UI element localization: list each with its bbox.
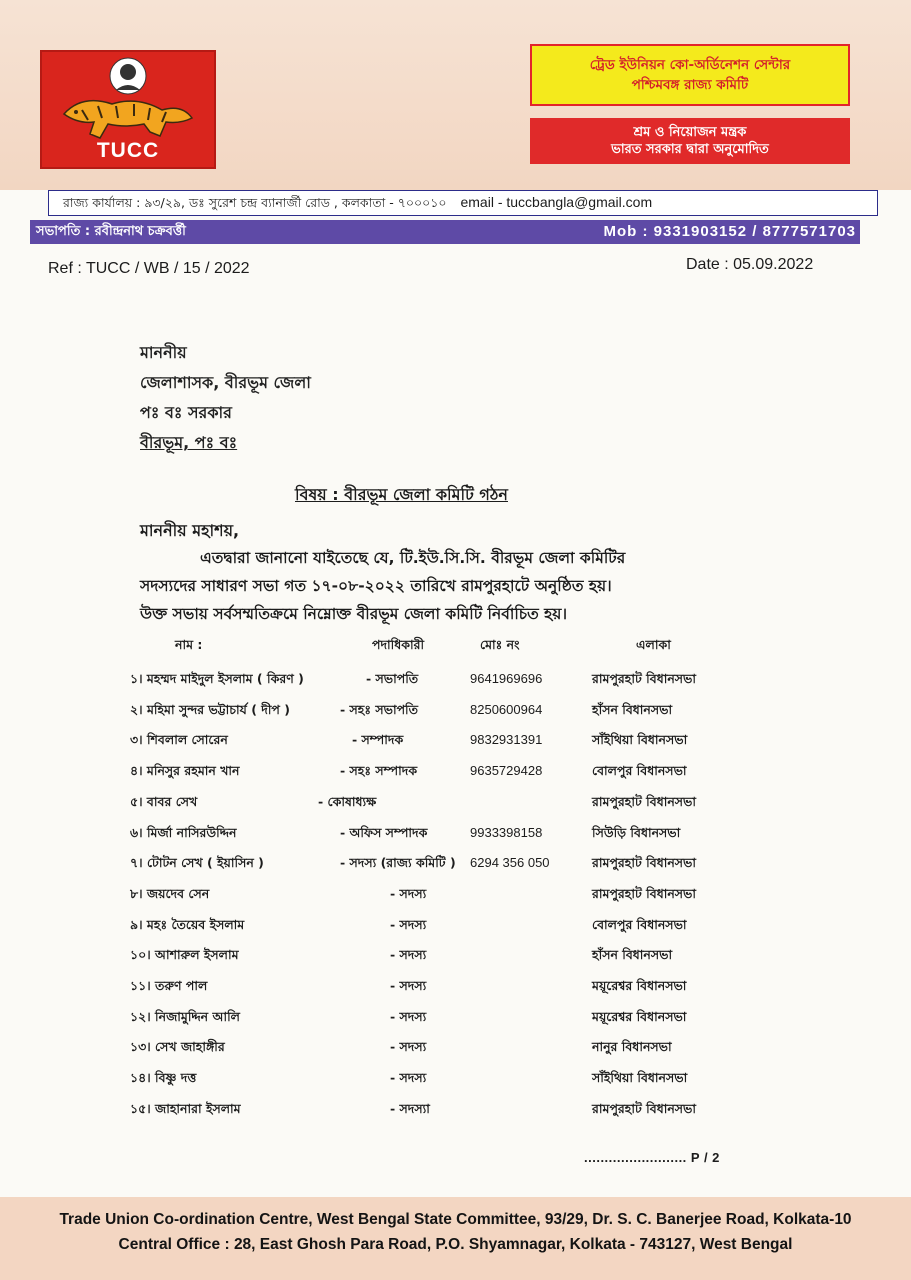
body-paragraph-line: সদস্যদের সাধারণ সভা গত ১৭-০৮-২০২২ তারিখে রামপুরহাটে অনুষ্ঠিত হয়।: [140, 577, 612, 595]
member-post-cell: - কোষাধ্যক্ষ: [318, 793, 377, 809]
member-name-cell: ১৩। সেখ জাহাঙ্গীর: [130, 1039, 225, 1055]
footer-address-line: Central Office : 28, East Ghosh Para Road, P.O. Shyamnagar, Kolkata - 743127, West Bengal: [118, 1236, 793, 1253]
member-area-cell: রামপুরহাট বিধানসভা: [592, 671, 696, 686]
member-mobile-cell: 9933398158: [470, 824, 543, 840]
body-paragraph-line: উক্ত সভায় সর্বসম্মতিক্রমে নিম্নোক্ত বীরভূম জেলা কমিটি নির্বাচিত হয়।: [140, 605, 567, 623]
member-area-cell: সাঁইথিয়া বিধানসভা: [592, 732, 688, 748]
member-name-cell: ১। মহম্মদ মাইদুল ইসলাম ( কিরণ ): [130, 671, 304, 686]
mobile-numbers: Mob : 9331903152 / 8777571703: [603, 223, 856, 240]
salutation: মাননীয় মহাশয়,: [140, 521, 240, 540]
addressee-line: বীরভূম, পঃ বঃ: [140, 433, 238, 452]
member-mobile-cell: 8250600964: [470, 701, 543, 717]
member-area-cell: হাঁসন বিধানসভা: [592, 701, 673, 717]
member-mobile-cell: 9641969696: [470, 671, 543, 686]
member-name-cell: ১২। নিজামুদ্দিন আলি: [130, 1008, 240, 1024]
member-name-cell: ৪। মনিসুর রহমান খান: [130, 763, 240, 779]
org-line-2: পশ্চিমবঙ্গ রাজ্য কমিটি: [631, 77, 749, 93]
member-post-cell: - সদস্য (রাজ্য কমিটি ): [340, 855, 456, 871]
member-post-cell: - সদস্য: [390, 916, 427, 932]
member-area-cell: রামপুরহাট বিধানসভা: [592, 885, 696, 901]
member-name-cell: ৬। মির্জা নাসিরউদ্দিন: [130, 824, 237, 840]
member-area-cell: নানুর বিধানসভা: [592, 1039, 672, 1055]
column-header-area: এলাকা: [636, 637, 671, 652]
member-area-cell: রামপুরহাট বিধানসভা: [592, 1100, 696, 1116]
addressee-line: জেলাশাসক, বীরভূম জেলা: [140, 373, 311, 392]
president-bar: [30, 220, 860, 244]
ministry-line-2: ভারত সরকার দ্বারা অনুমোদিত: [611, 142, 769, 157]
office-address-bar: [48, 190, 878, 216]
member-post-cell: - সদস্যা: [390, 1100, 430, 1116]
body-paragraph-line: এতদ্বারা জানানো যাইতেছে যে, টি.ইউ.সি.সি. বীরভূম জেলা কমিটির: [200, 549, 626, 567]
footer-address-line: Trade Union Co-ordination Centre, West Bengal State Committee, 93/29, Dr. S. C. Banerjee Road, Kolkata-10: [59, 1211, 852, 1228]
member-name-cell: ১৪। বিষ্ণু দত্ত: [130, 1070, 197, 1086]
addressee-line: পঃ বঃ সরকার: [140, 403, 232, 422]
ministry-line-1: শ্রম ও নিয়োজন মন্ত্রক: [633, 125, 747, 140]
member-post-cell: - সদস্য: [390, 1008, 427, 1024]
member-post-cell: - সহঃ সভাপতি: [340, 701, 419, 717]
subject-line: বিষয় : বীরভূম জেলা কমিটি গঠন: [295, 485, 508, 504]
reference-number: Ref : TUCC / WB / 15 / 2022: [48, 260, 250, 277]
member-area-cell: হাঁসন বিধানসভা: [592, 947, 673, 963]
member-post-cell: - সম্পাদক: [352, 732, 404, 748]
ministry-approval-box: [530, 118, 850, 164]
member-name-cell: ৫। বাবর সেখ: [130, 793, 198, 809]
letter-date: Date : 05.09.2022: [686, 256, 814, 273]
member-name-cell: ১১। তরুণ পাল: [130, 978, 208, 993]
member-post-cell: - সদস্য: [390, 885, 427, 901]
member-mobile-cell: 9832931391: [470, 732, 543, 748]
member-mobile-cell: 6294 356 050: [470, 855, 550, 871]
member-name-cell: ১০। আশারুল ইসলাম: [130, 947, 239, 963]
member-area-cell: রামপুরহাট বিধানসভা: [592, 855, 696, 871]
member-area-cell: বোলপুর বিধানসভা: [592, 763, 687, 779]
member-post-cell: - সভাপতি: [366, 671, 419, 686]
member-area-cell: ময়ূরেশ্বর বিধানসভা: [592, 978, 687, 993]
member-area-cell: সিউড়ি বিধানসভা: [592, 824, 681, 840]
tucc-logo: [40, 50, 216, 169]
member-name-cell: ৩। শিবলাল সোরেন: [130, 732, 228, 748]
member-area-cell: বোলপুর বিধানসভা: [592, 916, 687, 932]
office-email: email - tuccbangla@gmail.com: [460, 194, 653, 210]
member-area-cell: সাঁইথিয়া বিধানসভা: [592, 1070, 688, 1086]
office-address: রাজ্য কার্যালয় : ৯৩/২৯, ডঃ সুরেশ চন্দ্র ব্যানার্জী রোড , কলকাতা - ৭০০০১০: [63, 195, 447, 210]
logo-text: TUCC: [96, 139, 160, 162]
member-area-cell: রামপুরহাট বিধানসভা: [592, 793, 696, 809]
member-name-cell: ১৫। জাহানারা ইসলাম: [130, 1100, 241, 1116]
member-post-cell: - অফিস সম্পাদক: [340, 824, 428, 840]
organisation-name-box: [530, 44, 850, 106]
column-header-post: পদাধিকারী: [372, 637, 425, 652]
president-name: সভাপতি : রবীন্দ্রনাথ চক্রবর্ত্তী: [36, 224, 186, 239]
org-line-1: ট্রেড ইউনিয়ন কো-অর্ডিনেশন সেন্টার: [589, 57, 791, 73]
member-area-cell: ময়ূরেশ্বর বিধানসভা: [592, 1008, 687, 1024]
member-name-cell: ৮। জয়দেব সেন: [130, 885, 210, 901]
member-name-cell: ৯। মহঃ তৈয়েব ইসলাম: [130, 916, 245, 932]
member-name-cell: ২। মহিমা সুন্দর ভট্টাচার্য ( দীপ ): [130, 701, 290, 717]
member-post-cell: - সহঃ সম্পাদক: [340, 763, 418, 779]
member-name-cell: ৭। টোটন সেখ ( ইয়াসিন ): [130, 855, 264, 871]
member-post-cell: - সদস্য: [390, 947, 427, 963]
member-post-cell: - সদস্য: [390, 978, 427, 993]
member-mobile-cell: 9635729428: [470, 763, 543, 779]
member-post-cell: - সদস্য: [390, 1070, 427, 1086]
column-header-mobile: মোঃ নং: [480, 637, 520, 652]
member-post-cell: - সদস্য: [390, 1039, 427, 1055]
addressee-line: মাননীয়: [140, 343, 187, 362]
page-continuation-mark: ......................... P / 2: [584, 1150, 720, 1165]
column-header-name: নাম :: [175, 637, 203, 652]
